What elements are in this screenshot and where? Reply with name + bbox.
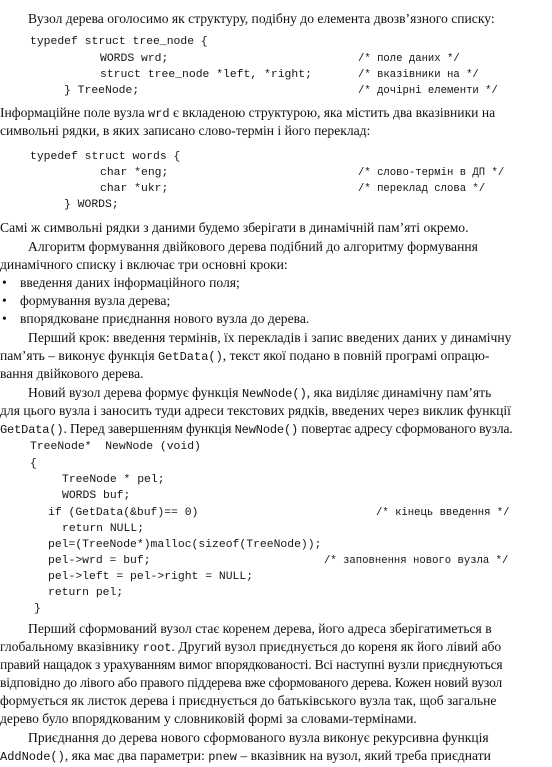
paragraph-struct-intro: Вузол дерева оголосимо як структуру, подібну до елемента двозв’язного списку: <box>28 11 495 26</box>
text-span: , текст якої подано в повній програмі опрацю- <box>222 348 490 363</box>
code-line: return NULL; <box>62 523 145 535</box>
paragraph-addnode: Приєднання до дерева нового сформованого вузла виконує рекурсивна функція <box>28 730 489 745</box>
code-comment: /* вказівники на */ <box>358 69 479 81</box>
paragraph-dynamic-memory: Самі ж символьні рядки з даними будемо зберігати в динамічній пам’яті окремо. <box>0 220 469 235</box>
paragraph-line: символьні рядки, в яких записано слово-термін і його переклад: <box>0 123 371 138</box>
paragraph-first-step: Перший крок: введення термінів, їх перекладів і запис введених даних у динамічну <box>28 330 512 345</box>
paragraph-line <box>0 638 552 657</box>
paragraph-line <box>0 420 552 439</box>
code-line: struct tree_node *left, *right; <box>100 69 312 81</box>
paragraph-line: дерево було впорядкованим у словниковій формі за словами-термінами. <box>0 711 417 726</box>
code-comment: /* переклад слова */ <box>358 183 486 195</box>
code-comment: /* дочірні елементи */ <box>358 85 498 97</box>
inline-code: AddNode() <box>0 750 65 764</box>
code-line: { <box>30 458 37 470</box>
code-comment: /* слово-термін в ДП */ <box>358 167 505 179</box>
code-line: char *eng; <box>100 167 169 179</box>
bullet-icon: • <box>2 293 7 308</box>
text-span: . Перед завершенням функція <box>63 421 235 436</box>
inline-code: root <box>142 641 172 655</box>
text-span: Інформаційне поле вузла <box>0 105 149 120</box>
code-line: char *ukr; <box>100 183 169 195</box>
list-item <box>2 310 550 328</box>
code-line: TreeNode* NewNode (void) <box>30 441 201 453</box>
code-line: TreeNode * pel; <box>62 474 165 486</box>
paragraph-line <box>0 747 552 766</box>
inline-code: GetData() <box>0 423 64 437</box>
code-line: typedef struct tree_node { <box>30 36 208 48</box>
text-span: повертає адресу сформованого вузла. <box>298 421 513 436</box>
code-comment: /* кінець введення */ <box>376 507 510 519</box>
paragraph-line: вання двійкового дерева. <box>0 366 144 381</box>
list-item-text: формування вузла дерева; <box>20 293 171 308</box>
text-span: є вкладеною структурою, яка містить два вказівники на <box>169 105 496 120</box>
code-line: } TreeNode; <box>64 85 140 97</box>
code-line: WORDS wrd; <box>100 53 169 65</box>
text-span: пам’ять – виконує функція <box>0 348 158 363</box>
bullet-icon: • <box>2 311 7 326</box>
paragraph-line: для цього вузла і заносить туди адреси текстових рядків, введених через виклик функції <box>0 403 511 418</box>
code-line: } <box>34 603 41 615</box>
paragraph-newnode <box>28 384 552 403</box>
inline-code: pnew <box>208 750 237 764</box>
inline-code: NewNode() <box>241 387 307 401</box>
code-line: pel=(TreeNode*)malloc(sizeof(TreeNode)); <box>48 539 322 551</box>
text-span: Новий вузол дерева формує функція <box>28 385 242 400</box>
inline-code: wrd <box>148 107 170 121</box>
paragraph-line: відповідно до лівого або правого піддерева вже сформованого дерева. Кожен новий вузол <box>0 675 502 690</box>
text-span: , яка виділяє динамічну пам’ять <box>306 385 492 400</box>
paragraph-first-node: Перший сформований вузол стає коренем дерева, його адреса зберігатиметься в <box>28 621 492 636</box>
inline-code: NewNode() <box>234 423 299 437</box>
text-span: , яка має два параметри: <box>64 748 209 763</box>
code-comment: /* заповнення нового вузла */ <box>324 555 509 567</box>
bullet-icon: • <box>2 275 7 290</box>
text-span: . Другий вузол приєднується до кореня як його лівий або <box>171 639 502 654</box>
code-line: if (GetData(&buf)== 0) <box>48 507 199 519</box>
code-line: } WORDS; <box>64 199 119 211</box>
paragraph-line: формується як листок дерева і приєднується до батьківського вузла так, щоб загальне <box>0 693 497 708</box>
list-item-text: впорядковане приєднання нового вузла до дерева. <box>20 311 310 326</box>
paragraph-line: динамічного списку і включає три основні кроки: <box>0 257 288 272</box>
paragraph-line <box>0 347 552 366</box>
paragraph-line: правий нащадок з урахуванням вимог впорядкованості. Всі наступні вузли приєднуються <box>0 657 503 672</box>
list-item <box>2 292 550 310</box>
code-line: typedef struct words { <box>30 151 181 163</box>
code-line: return pel; <box>48 587 124 599</box>
paragraph-wrd-field <box>0 104 552 123</box>
list-item <box>2 274 550 292</box>
text-span: глобальному вказівнику <box>0 639 143 654</box>
code-line: WORDS buf; <box>62 490 131 502</box>
text-span: – вказівник на вузол, який треба приєднати <box>237 748 491 763</box>
code-line: pel->left = pel->right = NULL; <box>48 571 254 583</box>
inline-code: GetData() <box>157 350 223 364</box>
code-line: pel->wrd = buf; <box>48 555 151 567</box>
code-comment: /* поле даних */ <box>358 53 460 65</box>
list-item-text: введення даних інформаційного поля; <box>20 275 240 290</box>
paragraph-algorithm: Алгоритм формування двійкового дерева подібний до алгоритму формування <box>28 239 478 254</box>
